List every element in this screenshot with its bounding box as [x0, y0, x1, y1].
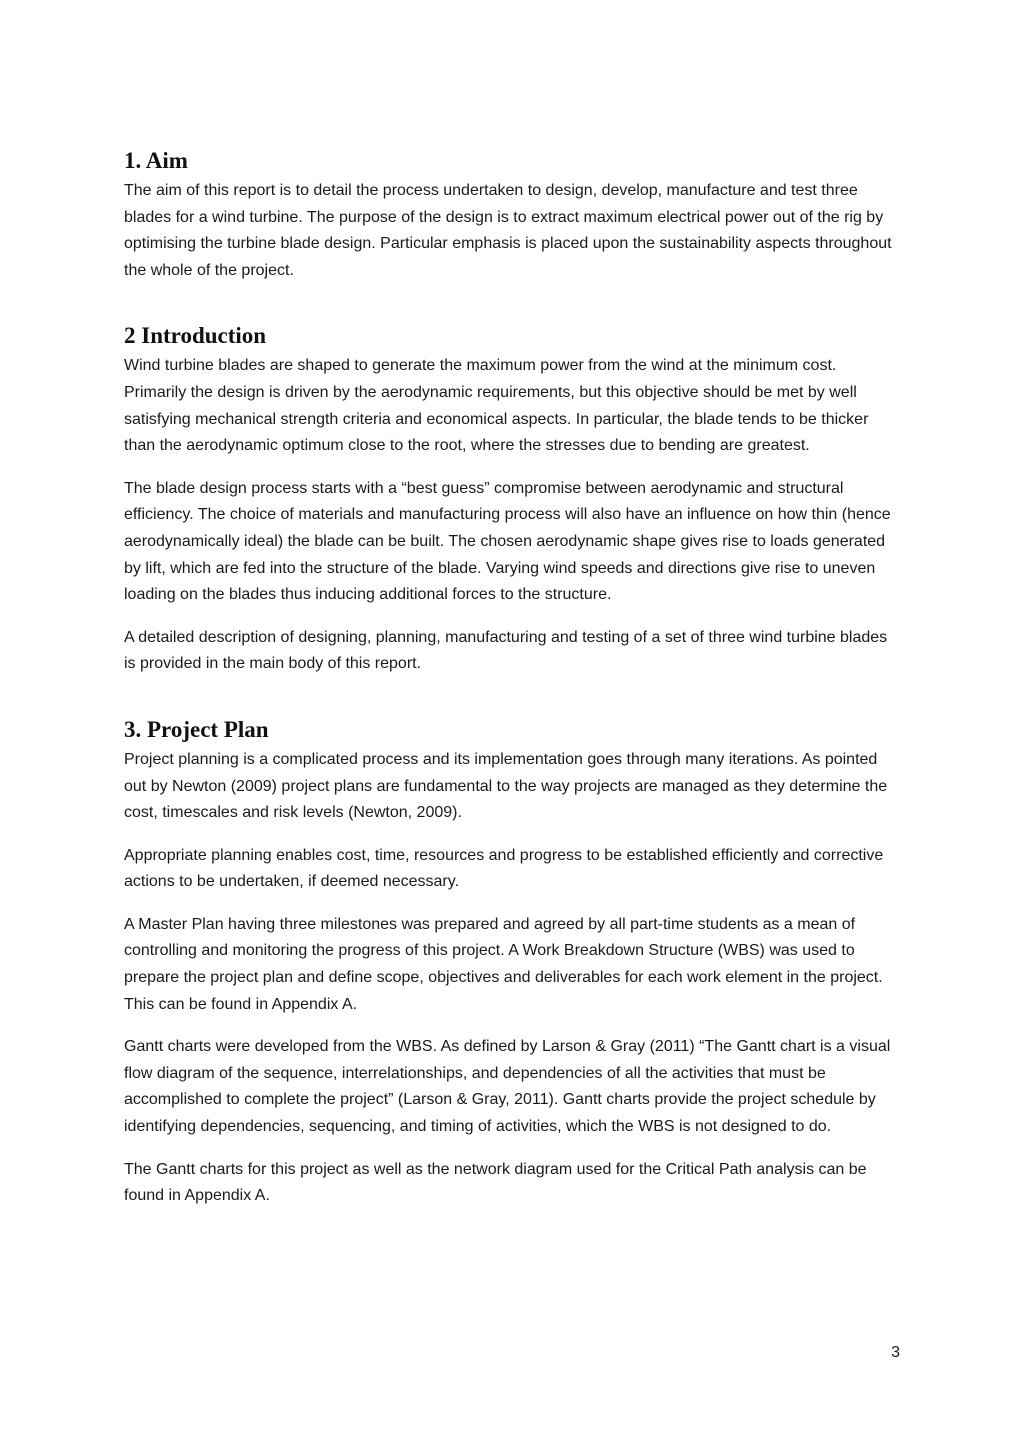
section-introduction [124, 321, 900, 678]
section-aim [124, 146, 900, 284]
paragraph: A Master Plan having three milestones was prepared and agreed by all part-time students as a mean of controlling and monitoring the progress of this project. A Work Breakdown Structure (WBS) was used to prepare the project plan and define scope, objectives and deliverables for each work element in the project. This can be found in Appendix A. [124, 915, 883, 1013]
paragraph: Gantt charts were developed from the WBS. As defined by Larson & Gray (2011) “The Gantt chart is a visual flow diagram of the sequence, interrelationships, and dependencies of all the activities that must be accomplished to complete the project” (Larson & Gray, 2011). Gantt charts provide the project schedule by identifying dependencies, sequencing, and timing of activities, which the WBS is not designed to do. [124, 1038, 891, 1136]
section-heading: 3. Project Plan [124, 716, 269, 742]
section-heading: 2 Introduction [124, 323, 267, 349]
paragraph: The aim of this report is to detail the process undertaken to design, develop, manufacture and test three blades for a wind turbine. The purpose of the design is to extract maximum electrical power out of the rig by optimising the turbine blade design. Particular emphasis is placed upon the sustainability aspects throughout the whole of the project. [124, 182, 892, 279]
paragraph: The blade design process starts with a “best guess” compromise between aerodynamic and structural efficiency. The choice of materials and manufacturing process will also have an influence on how thin (hence aerodynamically ideal) the blade can be built. The chosen aerodynamic shape gives rise to loads generated by lift, which are fed into the structure of the blade. Varying wind speeds and directions give rise to uneven loading on the blades thus inducing additional forces to the structure. [124, 479, 891, 604]
paragraph: Wind turbine blades are shaped to generate the maximum power from the wind at the minimum cost. Primarily the design is driven by the aerodynamic requirements, but this objective should be met by well satisfying mechanical strength criteria and economical aspects. In particular, the blade tends to be thicker than the aerodynamic optimum close to the root, where the stresses due to bending are greatest. [124, 357, 869, 455]
paragraph: A detailed description of designing, planning, manufacturing and testing of a set of three wind turbine blades is provided in the main body of this report. [124, 628, 888, 673]
paragraph: Appropriate planning enables cost, time, resources and progress to be established efficiently and corrective actions to be undertaken, if deemed necessary. [124, 846, 884, 891]
paragraph: Project planning is a complicated process and its implementation goes through many iterations. As pointed out by Newton (2009) project plans are fundamental to the way projects are managed as they determine the cost, timescales and risk levels (Newton, 2009). [124, 750, 888, 822]
paragraph: The Gantt charts for this project as well as the network diagram used for the Critical Path analysis can be found in Appendix A. [124, 1160, 867, 1205]
page-content [124, 146, 900, 1247]
section-heading: 1. Aim [124, 148, 188, 173]
section-project-plan [124, 715, 900, 1210]
page-number: 3 [891, 1344, 900, 1361]
